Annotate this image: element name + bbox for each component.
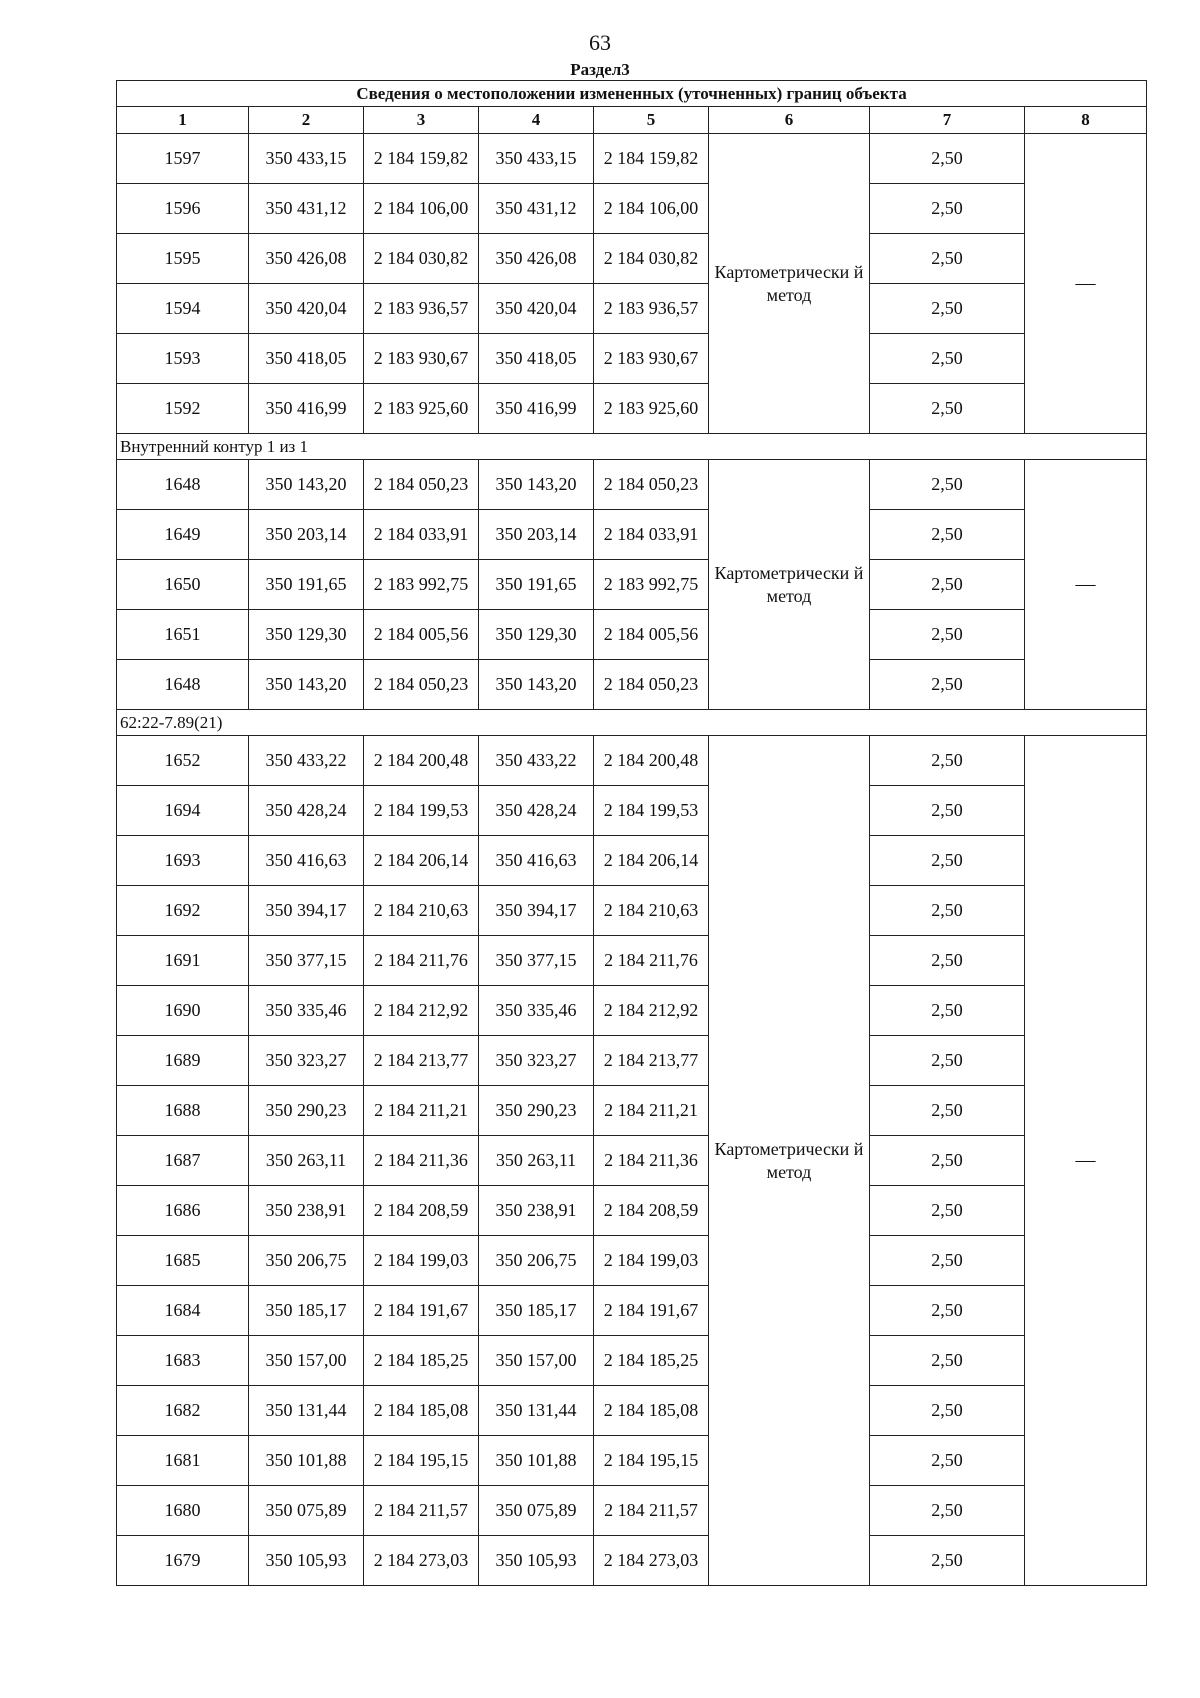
x-new-cell: 350 416,63 — [479, 836, 594, 886]
table-row — [117, 1036, 1147, 1086]
y-old-cell: 2 184 273,03 — [364, 1536, 479, 1586]
method-cell: Картометрически й метод — [709, 134, 870, 434]
point-number-cell: 1682 — [117, 1386, 249, 1436]
x-new-cell: 350 335,46 — [479, 986, 594, 1036]
table-row — [117, 836, 1147, 886]
table-row — [117, 786, 1147, 836]
table-row — [117, 736, 1147, 786]
column-number: 3 — [364, 107, 479, 134]
point-number-cell: 1679 — [117, 1536, 249, 1586]
table-row — [117, 134, 1147, 184]
x-old-cell: 350 431,12 — [249, 184, 364, 234]
contour-header: 62:22-7.89(21) — [117, 710, 1147, 736]
x-old-cell: 350 377,15 — [249, 936, 364, 986]
column-number: 7 — [870, 107, 1025, 134]
x-new-cell: 350 185,17 — [479, 1286, 594, 1336]
accuracy-cell: 2,50 — [870, 1336, 1025, 1386]
y-old-cell: 2 184 106,00 — [364, 184, 479, 234]
y-old-cell: 2 184 005,56 — [364, 610, 479, 660]
x-old-cell: 350 238,91 — [249, 1186, 364, 1236]
y-new-cell: 2 184 273,03 — [594, 1536, 709, 1586]
x-new-cell: 350 075,89 — [479, 1486, 594, 1536]
x-new-cell: 350 420,04 — [479, 284, 594, 334]
accuracy-cell: 2,50 — [870, 1286, 1025, 1336]
x-old-cell: 350 290,23 — [249, 1086, 364, 1136]
x-new-cell: 350 426,08 — [479, 234, 594, 284]
table-row — [117, 1536, 1147, 1586]
x-old-cell: 350 433,15 — [249, 134, 364, 184]
point-number-cell: 1693 — [117, 836, 249, 886]
x-new-cell: 350 433,15 — [479, 134, 594, 184]
x-old-cell: 350 323,27 — [249, 1036, 364, 1086]
y-old-cell: 2 184 050,23 — [364, 460, 479, 510]
table-row — [117, 986, 1147, 1036]
y-new-cell: 2 184 050,23 — [594, 660, 709, 710]
point-number-cell: 1597 — [117, 134, 249, 184]
y-new-cell: 2 184 200,48 — [594, 736, 709, 786]
accuracy-cell: 2,50 — [870, 284, 1025, 334]
y-old-cell: 2 184 208,59 — [364, 1186, 479, 1236]
column-number: 1 — [117, 107, 249, 134]
x-old-cell: 350 075,89 — [249, 1486, 364, 1536]
contour-header-row — [117, 434, 1147, 460]
x-new-cell: 350 203,14 — [479, 510, 594, 560]
x-old-cell: 350 157,00 — [249, 1336, 364, 1386]
x-old-cell: 350 143,20 — [249, 460, 364, 510]
y-new-cell: 2 184 030,82 — [594, 234, 709, 284]
accuracy-cell: 2,50 — [870, 660, 1025, 710]
y-new-cell: 2 184 106,00 — [594, 184, 709, 234]
page-number: 63 — [589, 30, 611, 55]
y-new-cell: 2 183 930,67 — [594, 334, 709, 384]
accuracy-cell: 2,50 — [870, 1086, 1025, 1136]
point-number-cell: 1686 — [117, 1186, 249, 1236]
table-row — [117, 1486, 1147, 1536]
table-row — [117, 510, 1147, 560]
accuracy-cell: 2,50 — [870, 1186, 1025, 1236]
y-new-cell: 2 184 199,03 — [594, 1236, 709, 1286]
point-number-cell: 1685 — [117, 1236, 249, 1286]
point-number-cell: 1684 — [117, 1286, 249, 1336]
x-new-cell: 350 206,75 — [479, 1236, 594, 1286]
point-number-cell: 1650 — [117, 560, 249, 610]
y-new-cell: 2 183 936,57 — [594, 284, 709, 334]
method-cell: Картометрически й метод — [709, 460, 870, 710]
point-number-cell: 1594 — [117, 284, 249, 334]
table-row — [117, 1336, 1147, 1386]
y-new-cell: 2 184 185,08 — [594, 1386, 709, 1436]
table-caption-row — [117, 81, 1147, 107]
y-new-cell: 2 184 208,59 — [594, 1186, 709, 1236]
point-number-cell: 1683 — [117, 1336, 249, 1386]
accuracy-cell: 2,50 — [870, 184, 1025, 234]
accuracy-cell: 2,50 — [870, 1436, 1025, 1486]
table-row — [117, 886, 1147, 936]
column-8-cell: — — [1025, 134, 1147, 434]
x-new-cell: 350 101,88 — [479, 1436, 594, 1486]
x-old-cell: 350 203,14 — [249, 510, 364, 560]
y-new-cell: 2 184 211,57 — [594, 1486, 709, 1536]
x-old-cell: 350 191,65 — [249, 560, 364, 610]
point-number-cell: 1596 — [117, 184, 249, 234]
x-old-cell: 350 426,08 — [249, 234, 364, 284]
y-old-cell: 2 184 206,14 — [364, 836, 479, 886]
accuracy-cell: 2,50 — [870, 1236, 1025, 1286]
x-new-cell: 350 428,24 — [479, 786, 594, 836]
y-old-cell: 2 184 195,15 — [364, 1436, 479, 1486]
column-8-cell: — — [1025, 736, 1147, 1586]
accuracy-cell: 2,50 — [870, 986, 1025, 1036]
x-old-cell: 350 335,46 — [249, 986, 364, 1036]
x-new-cell: 350 143,20 — [479, 460, 594, 510]
y-old-cell: 2 184 159,82 — [364, 134, 479, 184]
y-old-cell: 2 184 211,76 — [364, 936, 479, 986]
table-row — [117, 1186, 1147, 1236]
table-row — [117, 384, 1147, 434]
table-row — [117, 1386, 1147, 1436]
table-row — [117, 1086, 1147, 1136]
point-number-cell: 1689 — [117, 1036, 249, 1086]
y-new-cell: 2 184 211,76 — [594, 936, 709, 986]
x-new-cell: 350 131,44 — [479, 1386, 594, 1436]
x-new-cell: 350 105,93 — [479, 1536, 594, 1586]
accuracy-cell: 2,50 — [870, 334, 1025, 384]
y-old-cell: 2 184 185,25 — [364, 1336, 479, 1386]
accuracy-cell: 2,50 — [870, 1486, 1025, 1536]
accuracy-cell: 2,50 — [870, 736, 1025, 786]
accuracy-cell: 2,50 — [870, 886, 1025, 936]
x-new-cell: 350 263,11 — [479, 1136, 594, 1186]
point-number-cell: 1681 — [117, 1436, 249, 1486]
x-new-cell: 350 394,17 — [479, 886, 594, 936]
x-new-cell: 350 418,05 — [479, 334, 594, 384]
section-title: Раздел3 — [570, 60, 630, 79]
point-number-cell: 1595 — [117, 234, 249, 284]
y-old-cell: 2 184 030,82 — [364, 234, 479, 284]
accuracy-cell: 2,50 — [870, 460, 1025, 510]
y-old-cell: 2 184 191,67 — [364, 1286, 479, 1336]
boundary-coordinates-table — [116, 80, 1147, 1586]
column-number: 6 — [709, 107, 870, 134]
x-old-cell: 350 105,93 — [249, 1536, 364, 1586]
y-old-cell: 2 184 033,91 — [364, 510, 479, 560]
column-8-cell: — — [1025, 460, 1147, 710]
point-number-cell: 1690 — [117, 986, 249, 1036]
point-number-cell: 1648 — [117, 460, 249, 510]
x-new-cell: 350 157,00 — [479, 1336, 594, 1386]
x-new-cell: 350 416,99 — [479, 384, 594, 434]
accuracy-cell: 2,50 — [870, 510, 1025, 560]
table-caption: Сведения о местоположении измененных (уточненных) границ объекта — [117, 81, 1147, 107]
y-old-cell: 2 183 936,57 — [364, 284, 479, 334]
point-number-cell: 1649 — [117, 510, 249, 560]
point-number-cell: 1592 — [117, 384, 249, 434]
x-old-cell: 350 129,30 — [249, 610, 364, 660]
y-old-cell: 2 184 199,53 — [364, 786, 479, 836]
y-old-cell: 2 184 200,48 — [364, 736, 479, 786]
point-number-cell: 1688 — [117, 1086, 249, 1136]
y-new-cell: 2 184 185,25 — [594, 1336, 709, 1386]
y-old-cell: 2 184 211,21 — [364, 1086, 479, 1136]
x-old-cell: 350 185,17 — [249, 1286, 364, 1336]
y-old-cell: 2 184 212,92 — [364, 986, 479, 1036]
table-row — [117, 660, 1147, 710]
x-old-cell: 350 418,05 — [249, 334, 364, 384]
accuracy-cell: 2,50 — [870, 384, 1025, 434]
table-row — [117, 1236, 1147, 1286]
column-number: 8 — [1025, 107, 1147, 134]
method-cell: Картометрически й метод — [709, 736, 870, 1586]
x-new-cell: 350 129,30 — [479, 610, 594, 660]
table-row — [117, 334, 1147, 384]
x-old-cell: 350 394,17 — [249, 886, 364, 936]
accuracy-cell: 2,50 — [870, 1036, 1025, 1086]
column-number: 4 — [479, 107, 594, 134]
x-new-cell: 350 377,15 — [479, 936, 594, 986]
x-new-cell: 350 433,22 — [479, 736, 594, 786]
table-row — [117, 284, 1147, 334]
table-row — [117, 560, 1147, 610]
point-number-cell: 1692 — [117, 886, 249, 936]
x-old-cell: 350 420,04 — [249, 284, 364, 334]
accuracy-cell: 2,50 — [870, 1386, 1025, 1436]
y-new-cell: 2 184 206,14 — [594, 836, 709, 886]
column-number: 2 — [249, 107, 364, 134]
point-number-cell: 1687 — [117, 1136, 249, 1186]
column-number-row — [117, 107, 1147, 134]
contour-header: Внутренний контур 1 из 1 — [117, 434, 1147, 460]
accuracy-cell: 2,50 — [870, 610, 1025, 660]
point-number-cell: 1680 — [117, 1486, 249, 1536]
contour-header-row — [117, 710, 1147, 736]
y-new-cell: 2 184 213,77 — [594, 1036, 709, 1086]
point-number-cell: 1652 — [117, 736, 249, 786]
x-old-cell: 350 143,20 — [249, 660, 364, 710]
column-number: 5 — [594, 107, 709, 134]
y-new-cell: 2 183 925,60 — [594, 384, 709, 434]
table-row — [117, 184, 1147, 234]
x-old-cell: 350 416,99 — [249, 384, 364, 434]
accuracy-cell: 2,50 — [870, 786, 1025, 836]
table-row — [117, 1286, 1147, 1336]
x-old-cell: 350 131,44 — [249, 1386, 364, 1436]
table-row — [117, 460, 1147, 510]
y-old-cell: 2 184 211,57 — [364, 1486, 479, 1536]
accuracy-cell: 2,50 — [870, 1136, 1025, 1186]
x-new-cell: 350 323,27 — [479, 1036, 594, 1086]
y-new-cell: 2 184 195,15 — [594, 1436, 709, 1486]
y-old-cell: 2 184 199,03 — [364, 1236, 479, 1286]
y-new-cell: 2 184 033,91 — [594, 510, 709, 560]
point-number-cell: 1694 — [117, 786, 249, 836]
x-new-cell: 350 143,20 — [479, 660, 594, 710]
table-row — [117, 610, 1147, 660]
y-old-cell: 2 184 211,36 — [364, 1136, 479, 1186]
y-old-cell: 2 184 210,63 — [364, 886, 479, 936]
point-number-cell: 1593 — [117, 334, 249, 384]
y-old-cell: 2 183 992,75 — [364, 560, 479, 610]
x-new-cell: 350 191,65 — [479, 560, 594, 610]
y-new-cell: 2 183 992,75 — [594, 560, 709, 610]
x-old-cell: 350 206,75 — [249, 1236, 364, 1286]
y-new-cell: 2 184 005,56 — [594, 610, 709, 660]
x-old-cell: 350 101,88 — [249, 1436, 364, 1486]
y-old-cell: 2 184 050,23 — [364, 660, 479, 710]
table-row — [117, 234, 1147, 284]
table-row — [117, 1136, 1147, 1186]
y-new-cell: 2 184 191,67 — [594, 1286, 709, 1336]
x-new-cell: 350 290,23 — [479, 1086, 594, 1136]
y-new-cell: 2 184 050,23 — [594, 460, 709, 510]
x-old-cell: 350 433,22 — [249, 736, 364, 786]
y-old-cell: 2 184 213,77 — [364, 1036, 479, 1086]
y-new-cell: 2 184 210,63 — [594, 886, 709, 936]
accuracy-cell: 2,50 — [870, 1536, 1025, 1586]
point-number-cell: 1648 — [117, 660, 249, 710]
accuracy-cell: 2,50 — [870, 234, 1025, 284]
x-old-cell: 350 428,24 — [249, 786, 364, 836]
y-new-cell: 2 184 159,82 — [594, 134, 709, 184]
y-old-cell: 2 183 925,60 — [364, 384, 479, 434]
x-old-cell: 350 416,63 — [249, 836, 364, 886]
accuracy-cell: 2,50 — [870, 836, 1025, 886]
accuracy-cell: 2,50 — [870, 560, 1025, 610]
y-old-cell: 2 184 185,08 — [364, 1386, 479, 1436]
x-old-cell: 350 263,11 — [249, 1136, 364, 1186]
y-old-cell: 2 183 930,67 — [364, 334, 479, 384]
y-new-cell: 2 184 211,36 — [594, 1136, 709, 1186]
x-new-cell: 350 431,12 — [479, 184, 594, 234]
y-new-cell: 2 184 199,53 — [594, 786, 709, 836]
y-new-cell: 2 184 212,92 — [594, 986, 709, 1036]
table-row — [117, 1436, 1147, 1486]
point-number-cell: 1651 — [117, 610, 249, 660]
accuracy-cell: 2,50 — [870, 936, 1025, 986]
x-new-cell: 350 238,91 — [479, 1186, 594, 1236]
table-row — [117, 936, 1147, 986]
point-number-cell: 1691 — [117, 936, 249, 986]
y-new-cell: 2 184 211,21 — [594, 1086, 709, 1136]
accuracy-cell: 2,50 — [870, 134, 1025, 184]
